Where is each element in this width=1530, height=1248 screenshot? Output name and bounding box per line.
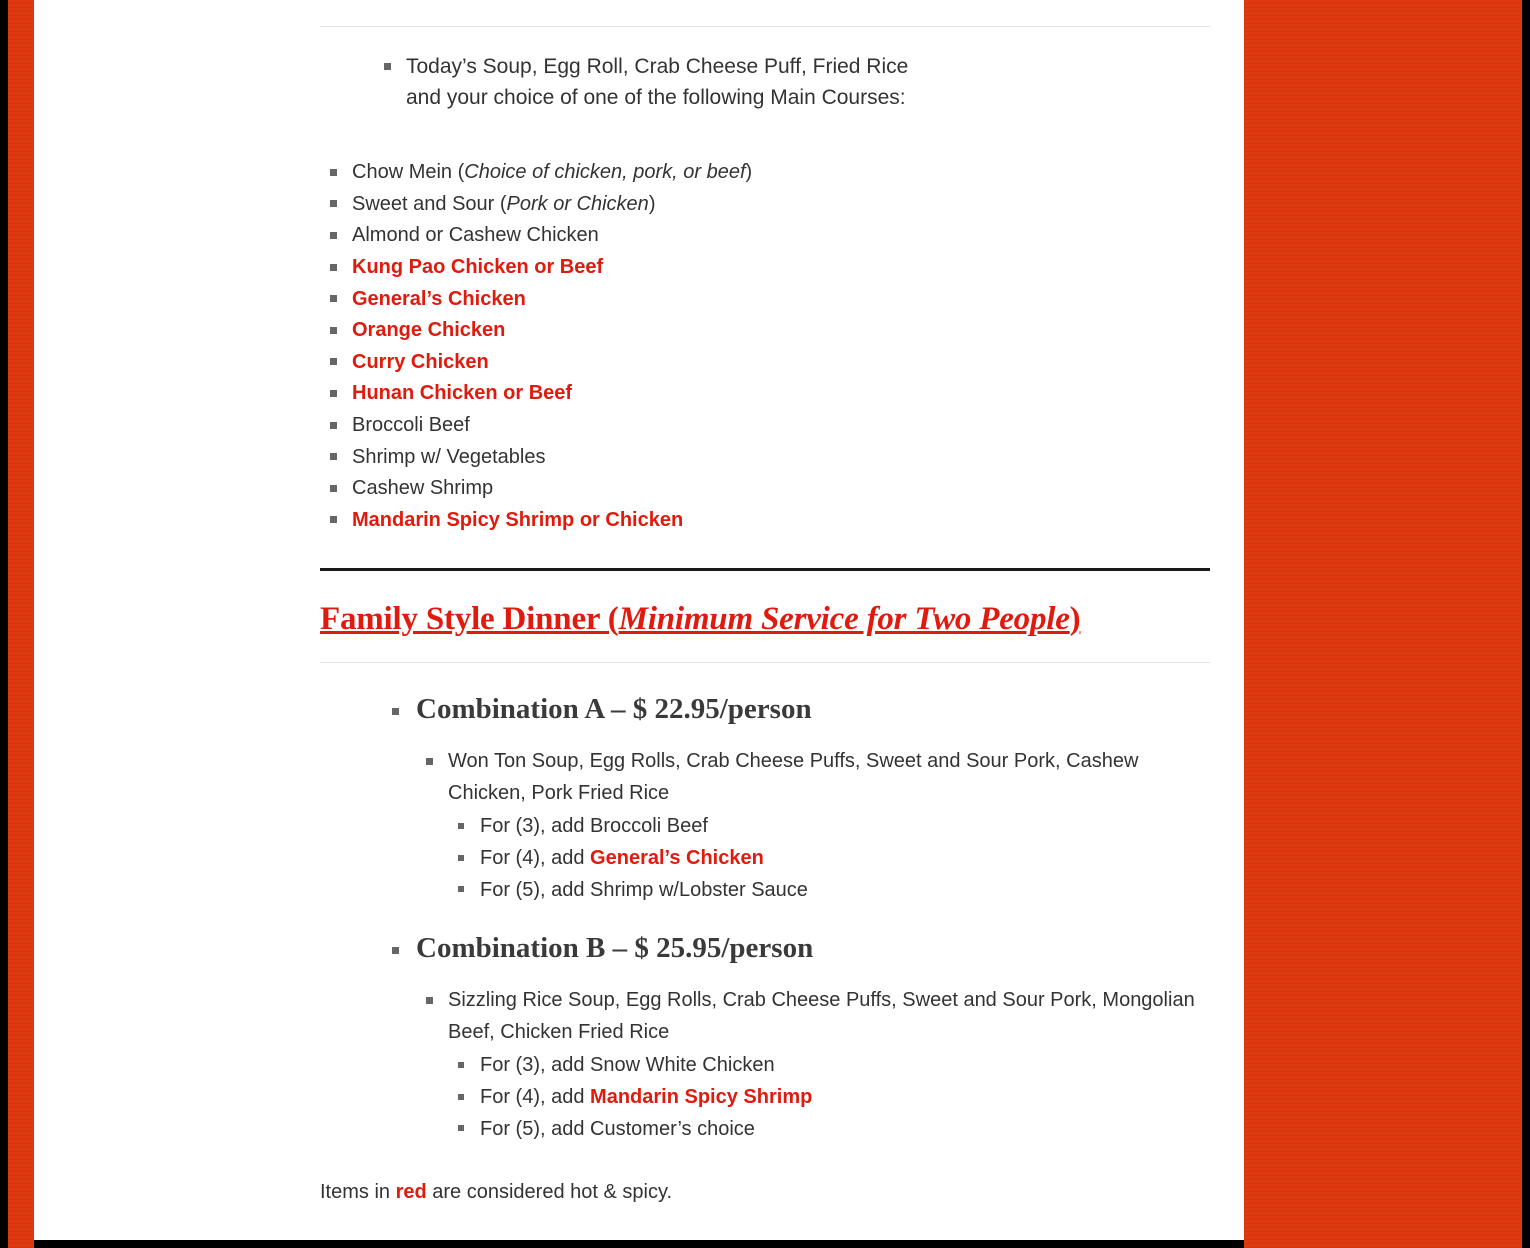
- square-bullet-icon: [426, 758, 433, 765]
- square-bullet-icon: [458, 1062, 464, 1068]
- combination-a-description: [448, 746, 1210, 906]
- combination-a-addon: [480, 875, 1210, 907]
- main-course-item-spicy: [352, 378, 1210, 410]
- main-course-item: [352, 157, 1210, 189]
- square-bullet-icon: [458, 1125, 464, 1131]
- square-bullet-icon: [330, 516, 337, 523]
- combination-a-addon: [480, 843, 1210, 875]
- main-course-label: Sweet and Sour (: [352, 192, 507, 215]
- main-course-item: [352, 220, 1210, 252]
- square-bullet-icon: [330, 422, 337, 429]
- combination-a-title: Combination A – $ 22.95/person: [416, 693, 812, 726]
- menu-page: [34, 0, 1244, 1240]
- main-course-label: Mandarin Spicy Shrimp or Chicken: [352, 508, 684, 531]
- main-course-item: [352, 473, 1210, 505]
- lunch-intro-line2: and your choice of one of the following Main Courses:: [406, 86, 906, 110]
- main-course-label: Orange Chicken: [352, 319, 506, 342]
- page-right-border: [1522, 0, 1530, 1248]
- combination-a-heading: [416, 693, 1210, 726]
- combination-b-heading: [416, 932, 1210, 965]
- square-bullet-icon: [384, 63, 391, 70]
- square-bullet-icon: [392, 708, 399, 715]
- addon-spicy-item: Mandarin Spicy Shrimp: [590, 1086, 813, 1109]
- main-course-note: Choice of chicken, pork, or beef: [464, 161, 746, 184]
- lunch-intro-item: [406, 51, 1210, 113]
- combination-b-description-text: Sizzling Rice Soup, Egg Rolls, Crab Cheese Puffs, Sweet and Sour Pork, Mongolian Beef, Chicken Fried Rice: [448, 989, 1195, 1043]
- square-bullet-icon: [458, 855, 464, 861]
- square-bullet-icon: [330, 200, 337, 207]
- main-course-label: Cashew Shrimp: [352, 477, 494, 500]
- square-bullet-icon: [458, 823, 464, 829]
- family-style-title-plain: Family Style Dinner (: [320, 601, 619, 638]
- page-bottom-border: [34, 1240, 1244, 1248]
- square-bullet-icon: [458, 1094, 464, 1100]
- footnote-before: Items in: [320, 1181, 396, 1204]
- addon-spicy-item: General’s Chicken: [590, 847, 764, 870]
- combination-a-addon: [480, 811, 1210, 843]
- footnote-after: are considered hot & spicy.: [426, 1181, 673, 1204]
- addon-label: For (5), add Customer’s choice: [480, 1117, 755, 1140]
- page-left-border: [0, 0, 8, 1248]
- family-style-title-tail: ): [1069, 601, 1081, 638]
- combination-b-addon: [480, 1114, 1210, 1146]
- divider-section: [320, 568, 1210, 571]
- menu-content: [320, 0, 1210, 1224]
- main-course-item-spicy: [352, 347, 1210, 379]
- combination-b-description: [448, 985, 1210, 1145]
- main-course-label: Curry Chicken: [352, 350, 489, 373]
- family-style-title-italic: Minimum Service for Two People: [618, 601, 1070, 638]
- square-bullet-icon: [330, 390, 337, 397]
- lunch-intro-line1: Today’s Soup, Egg Roll, Crab Cheese Puff, Fried Rice: [406, 55, 909, 78]
- square-bullet-icon: [330, 295, 337, 302]
- main-course-item: [352, 410, 1210, 442]
- main-course-label: Almond or Cashew Chicken: [352, 224, 599, 247]
- addon-label: For (3), add Broccoli Beef: [480, 815, 708, 838]
- combination-b-addon: [480, 1050, 1210, 1082]
- main-course-item-spicy: [352, 315, 1210, 347]
- main-course-label: General’s Chicken: [352, 287, 526, 310]
- main-course-tail: ): [745, 161, 753, 184]
- square-bullet-icon: [330, 169, 337, 176]
- main-course-item-spicy: [352, 505, 1210, 537]
- main-course-label: Shrimp w/ Vegetables: [352, 445, 546, 468]
- main-course-item-spicy: [352, 252, 1210, 284]
- combination-b-title: Combination B – $ 25.95/person: [416, 932, 814, 965]
- spicy-footnote: [320, 1181, 1210, 1204]
- addon-label: For (4), add: [480, 1086, 591, 1109]
- combination-b-details: [416, 985, 1210, 1145]
- lunch-intro-list: [320, 51, 1210, 113]
- main-course-label: Broccoli Beef: [352, 413, 470, 436]
- combination-b-addon: [480, 1082, 1210, 1114]
- square-bullet-icon: [426, 997, 433, 1004]
- square-bullet-icon: [330, 358, 337, 365]
- main-course-item: [352, 442, 1210, 474]
- combination-b-addons: [448, 1050, 1210, 1145]
- main-course-item: [352, 189, 1210, 221]
- main-course-note: Pork or Chicken: [506, 192, 649, 215]
- combination-a-details: [416, 746, 1210, 906]
- main-course-label: Kung Pao Chicken or Beef: [352, 255, 604, 278]
- addon-label: For (5), add Shrimp w/Lobster Sauce: [480, 878, 808, 901]
- divider-under-heading: [320, 662, 1210, 663]
- main-courses-list: [320, 157, 1210, 536]
- main-course-label: Hunan Chicken or Beef: [352, 382, 573, 405]
- addon-label: For (4), add: [480, 847, 591, 870]
- main-course-item-spicy: [352, 284, 1210, 316]
- footnote-red-word: red: [395, 1181, 427, 1204]
- square-bullet-icon: [330, 327, 337, 334]
- square-bullet-icon: [392, 947, 399, 954]
- combination-a: [416, 693, 1210, 906]
- combination-a-addons: [448, 811, 1210, 906]
- divider-top: [320, 26, 1210, 27]
- combination-list: [320, 693, 1210, 1145]
- square-bullet-icon: [330, 264, 337, 271]
- combination-a-description-text: Won Ton Soup, Egg Rolls, Crab Cheese Puffs, Sweet and Sour Pork, Cashew Chicken, Pork Fried Rice: [448, 750, 1139, 804]
- addon-label: For (3), add Snow White Chicken: [480, 1054, 775, 1077]
- combination-b: [416, 932, 1210, 1145]
- main-course-tail: ): [648, 192, 656, 215]
- square-bullet-icon: [458, 886, 464, 892]
- square-bullet-icon: [330, 232, 337, 239]
- main-course-label: Chow Mein (: [352, 161, 465, 184]
- square-bullet-icon: [330, 485, 337, 492]
- square-bullet-icon: [330, 453, 337, 460]
- family-style-heading: [320, 601, 1210, 638]
